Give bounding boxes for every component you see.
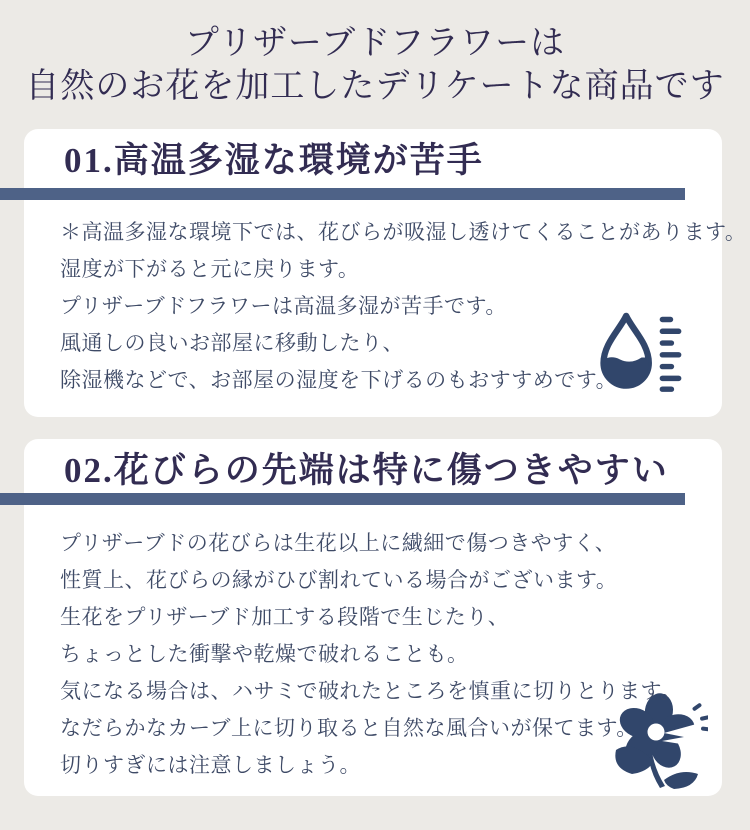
section-body-02 bbox=[24, 509, 722, 784]
body-line: ちょっとした衝撃や乾燥で破れることも。 bbox=[60, 643, 469, 666]
divider-bar bbox=[0, 188, 685, 200]
body-line: 切りすぎには注意しましょう。 bbox=[60, 754, 361, 777]
section-heading-text: 花びらの先端は特に傷つきやすい bbox=[113, 451, 669, 490]
body-line: ＊高温多湿な環境下では、花びらが吸湿し透けてくることがあります。 bbox=[60, 221, 747, 244]
body-line: 生花をプリザーブド加工する段階で生じたり、 bbox=[60, 606, 510, 629]
section-card-petals bbox=[24, 439, 722, 796]
page-title-line2: 自然のお花を加工したデリケートな商品です bbox=[25, 68, 725, 105]
section-heading-01 bbox=[24, 129, 722, 200]
body-line: 性質上、花びらの縁がひび割れている場合がございます。 bbox=[60, 569, 618, 592]
body-line: プリザーブドフラワーは高温多湿が苦手です。 bbox=[60, 295, 507, 318]
body-line: 風通しの良いお部屋に移動したり、 bbox=[60, 332, 404, 355]
page-title-line1: プリザーブドフラワーは bbox=[184, 25, 566, 62]
body-line: 気になる場合は、ハサミで破れたところを慎重に切りとります。 bbox=[60, 680, 682, 703]
section-card-humidity bbox=[24, 129, 747, 417]
body-line: プリザーブドの花びらは生花以上に繊細で傷つきやすく、 bbox=[60, 532, 617, 555]
section-heading-text: 高温多湿な環境が苦手 bbox=[113, 141, 484, 180]
page-header bbox=[0, 0, 750, 108]
body-line: なだらかなカーブ上に切り取ると自然な風合いが保てます。 bbox=[60, 717, 638, 740]
section-heading-02 bbox=[24, 439, 722, 509]
section-body-01 bbox=[24, 200, 747, 399]
body-line: 除湿機などで、お部屋の湿度を下げるのもおすすめです。 bbox=[60, 369, 618, 392]
section-number: 02. bbox=[64, 451, 114, 490]
section-number: 01. bbox=[64, 141, 114, 180]
body-line: 湿度が下がると元に戻ります。 bbox=[60, 258, 360, 281]
divider-bar bbox=[0, 493, 685, 505]
